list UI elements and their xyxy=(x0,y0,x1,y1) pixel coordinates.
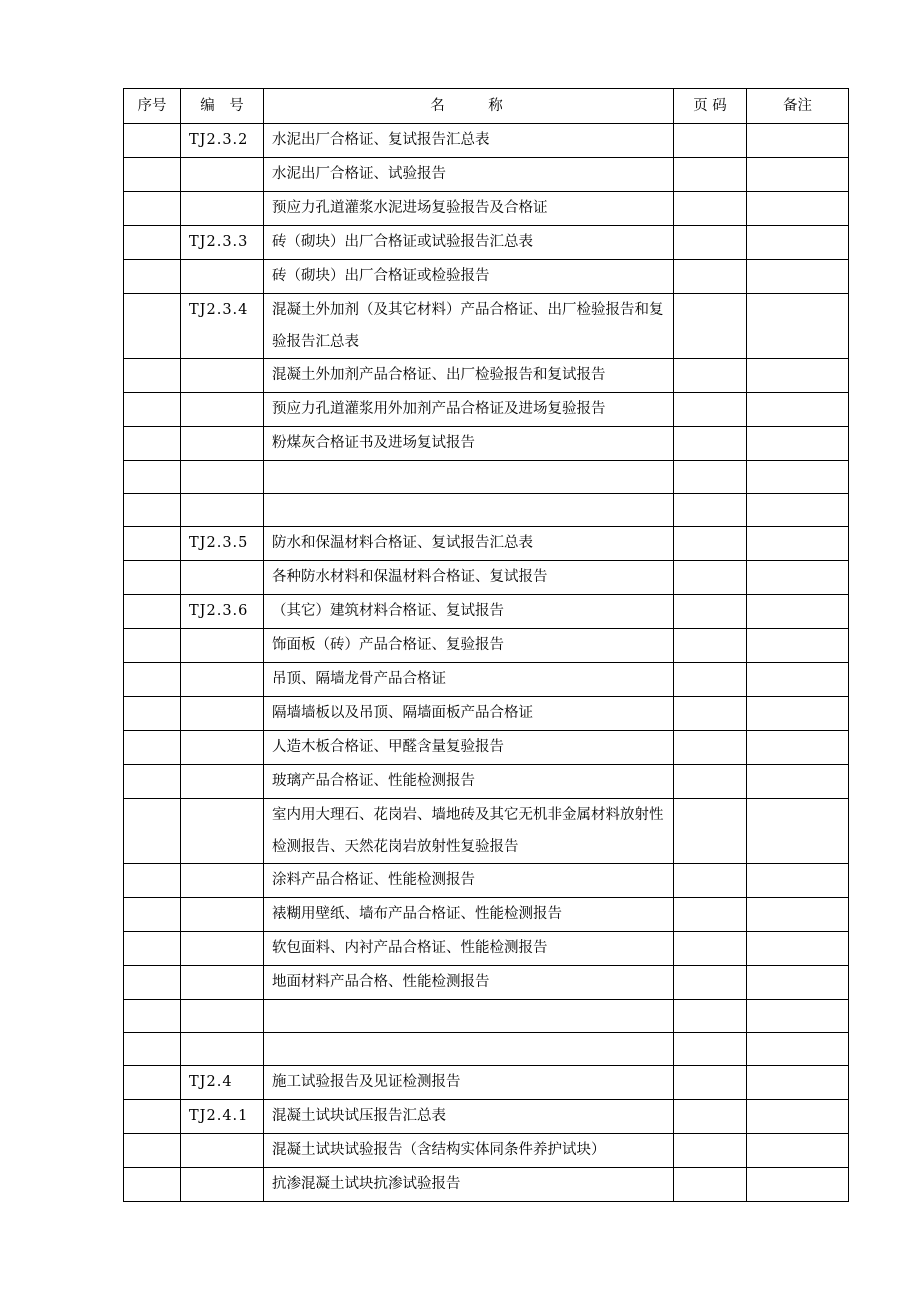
name-cell: 混凝土外加剂（及其它材料）产品合格证、出厂检验报告和复验报告汇总表 xyxy=(264,294,674,359)
seq-cell xyxy=(124,864,181,898)
seq-cell xyxy=(124,629,181,663)
code-cell xyxy=(181,731,264,765)
name-cell: 隔墙墙板以及吊顶、隔墙面板产品合格证 xyxy=(264,697,674,731)
code-cell xyxy=(181,260,264,294)
page-cell xyxy=(674,799,747,864)
code-cell: TJ2.3.2 xyxy=(181,124,264,158)
seq-cell xyxy=(124,494,181,527)
note-cell xyxy=(747,864,849,898)
name-cell xyxy=(264,1000,674,1033)
page-cell xyxy=(674,192,747,226)
name-cell: 人造木板合格证、甲醛含量复验报告 xyxy=(264,731,674,765)
name-cell: 预应力孔道灌浆用外加剂产品合格证及进场复验报告 xyxy=(264,393,674,427)
name-cell: 裱糊用壁纸、墙布产品合格证、性能检测报告 xyxy=(264,898,674,932)
header-note: 备注 xyxy=(747,89,849,124)
name-cell: 混凝土外加剂产品合格证、出厂检验报告和复试报告 xyxy=(264,359,674,393)
code-cell xyxy=(181,1134,264,1168)
header-seq: 序号 xyxy=(124,89,181,124)
table-row xyxy=(124,932,849,966)
name-cell: 饰面板（砖）产品合格证、复验报告 xyxy=(264,629,674,663)
table-row xyxy=(124,1100,849,1134)
code-cell xyxy=(181,898,264,932)
name-cell xyxy=(264,461,674,494)
seq-cell xyxy=(124,932,181,966)
table-row xyxy=(124,294,849,359)
name-cell: 粉煤灰合格证书及进场复试报告 xyxy=(264,427,674,461)
table-row xyxy=(124,765,849,799)
seq-cell xyxy=(124,1000,181,1033)
name-cell xyxy=(264,1033,674,1066)
code-cell xyxy=(181,932,264,966)
name-cell: 水泥出厂合格证、复试报告汇总表 xyxy=(264,124,674,158)
note-cell xyxy=(747,629,849,663)
note-cell xyxy=(747,158,849,192)
note-cell xyxy=(747,799,849,864)
code-cell xyxy=(181,192,264,226)
page-cell xyxy=(674,158,747,192)
table-row xyxy=(124,731,849,765)
table-row xyxy=(124,192,849,226)
code-cell: TJ2.4 xyxy=(181,1066,264,1100)
seq-cell xyxy=(124,192,181,226)
page-cell xyxy=(674,226,747,260)
seq-cell xyxy=(124,1100,181,1134)
name-cell: 吊顶、隔墙龙骨产品合格证 xyxy=(264,663,674,697)
seq-cell xyxy=(124,561,181,595)
name-cell: （其它）建筑材料合格证、复试报告 xyxy=(264,595,674,629)
page-cell xyxy=(674,697,747,731)
note-cell xyxy=(747,663,849,697)
seq-cell xyxy=(124,1066,181,1100)
table-row xyxy=(124,561,849,595)
code-cell xyxy=(181,393,264,427)
note-cell xyxy=(747,731,849,765)
note-cell xyxy=(747,1033,849,1066)
page-cell xyxy=(674,260,747,294)
seq-cell xyxy=(124,359,181,393)
seq-cell xyxy=(124,1134,181,1168)
code-cell xyxy=(181,427,264,461)
table-row xyxy=(124,898,849,932)
page-cell xyxy=(674,731,747,765)
code-cell xyxy=(181,629,264,663)
seq-cell xyxy=(124,260,181,294)
note-cell xyxy=(747,494,849,527)
page-cell xyxy=(674,1066,747,1100)
page-cell xyxy=(674,898,747,932)
page-cell xyxy=(674,595,747,629)
table-row xyxy=(124,1000,849,1033)
seq-cell xyxy=(124,595,181,629)
name-cell: 混凝土试块试压报告汇总表 xyxy=(264,1100,674,1134)
code-cell xyxy=(181,1033,264,1066)
code-cell xyxy=(181,494,264,527)
page-cell xyxy=(674,1033,747,1066)
note-cell xyxy=(747,561,849,595)
table-row xyxy=(124,124,849,158)
note-cell xyxy=(747,966,849,1000)
table-row xyxy=(124,1134,849,1168)
name-cell: 玻璃产品合格证、性能检测报告 xyxy=(264,765,674,799)
page-cell xyxy=(674,1168,747,1202)
name-cell xyxy=(264,494,674,527)
code-cell xyxy=(181,359,264,393)
code-cell xyxy=(181,461,264,494)
seq-cell xyxy=(124,898,181,932)
seq-cell xyxy=(124,427,181,461)
note-cell xyxy=(747,226,849,260)
name-cell: 软包面料、内衬产品合格证、性能检测报告 xyxy=(264,932,674,966)
page-cell xyxy=(674,765,747,799)
name-cell: 施工试验报告及见证检测报告 xyxy=(264,1066,674,1100)
note-cell xyxy=(747,1168,849,1202)
note-cell xyxy=(747,124,849,158)
page-cell xyxy=(674,561,747,595)
table-row xyxy=(124,966,849,1000)
page-cell xyxy=(674,1000,747,1033)
code-cell xyxy=(181,663,264,697)
seq-cell xyxy=(124,226,181,260)
table-row xyxy=(124,427,849,461)
seq-cell xyxy=(124,158,181,192)
code-cell xyxy=(181,1168,264,1202)
name-cell: 水泥出厂合格证、试验报告 xyxy=(264,158,674,192)
page-cell xyxy=(674,124,747,158)
page-cell xyxy=(674,629,747,663)
header-code: 编 号 xyxy=(181,89,264,124)
code-cell xyxy=(181,799,264,864)
note-cell xyxy=(747,461,849,494)
page-cell xyxy=(674,527,747,561)
table-row xyxy=(124,864,849,898)
seq-cell xyxy=(124,731,181,765)
code-cell: TJ2.3.3 xyxy=(181,226,264,260)
table-row xyxy=(124,629,849,663)
seq-cell xyxy=(124,1168,181,1202)
name-cell: 砖（砌块）出厂合格证或检验报告 xyxy=(264,260,674,294)
table-row xyxy=(124,1066,849,1100)
table-row xyxy=(124,260,849,294)
seq-cell xyxy=(124,124,181,158)
table-row xyxy=(124,226,849,260)
table-row xyxy=(124,1168,849,1202)
page-cell xyxy=(674,294,747,359)
note-cell xyxy=(747,260,849,294)
page-cell xyxy=(674,461,747,494)
name-cell: 混凝土试块试验报告（含结构实体同条件养护试块） xyxy=(264,1134,674,1168)
table-row xyxy=(124,494,849,527)
code-cell xyxy=(181,697,264,731)
note-cell xyxy=(747,393,849,427)
page-cell xyxy=(674,663,747,697)
table-row xyxy=(124,158,849,192)
seq-cell xyxy=(124,663,181,697)
name-cell: 涂料产品合格证、性能检测报告 xyxy=(264,864,674,898)
seq-cell xyxy=(124,697,181,731)
table-row xyxy=(124,663,849,697)
code-cell: TJ2.3.5 xyxy=(181,527,264,561)
note-cell xyxy=(747,765,849,799)
note-cell xyxy=(747,1066,849,1100)
note-cell xyxy=(747,1000,849,1033)
page-cell xyxy=(674,1100,747,1134)
note-cell xyxy=(747,697,849,731)
page-cell xyxy=(674,864,747,898)
seq-cell xyxy=(124,527,181,561)
note-cell xyxy=(747,527,849,561)
seq-cell xyxy=(124,799,181,864)
table-header-row xyxy=(124,89,849,124)
table-row xyxy=(124,461,849,494)
note-cell xyxy=(747,192,849,226)
page-cell xyxy=(674,359,747,393)
seq-cell xyxy=(124,966,181,1000)
page-cell xyxy=(674,393,747,427)
table-row xyxy=(124,1033,849,1066)
table-row xyxy=(124,393,849,427)
code-cell xyxy=(181,158,264,192)
note-cell xyxy=(747,898,849,932)
seq-cell xyxy=(124,294,181,359)
code-cell: TJ2.3.4 xyxy=(181,294,264,359)
page-cell xyxy=(674,494,747,527)
seq-cell xyxy=(124,765,181,799)
note-cell xyxy=(747,595,849,629)
page-cell xyxy=(674,427,747,461)
code-cell xyxy=(181,765,264,799)
page-cell xyxy=(674,932,747,966)
seq-cell xyxy=(124,1033,181,1066)
code-cell xyxy=(181,1000,264,1033)
code-cell xyxy=(181,864,264,898)
table-row xyxy=(124,359,849,393)
name-cell: 防水和保温材料合格证、复试报告汇总表 xyxy=(264,527,674,561)
material-certificate-index-table xyxy=(123,88,849,1202)
header-name: 名 称 xyxy=(264,89,674,124)
seq-cell xyxy=(124,461,181,494)
table-row xyxy=(124,697,849,731)
code-cell xyxy=(181,561,264,595)
name-cell: 地面材料产品合格、性能检测报告 xyxy=(264,966,674,1000)
table-row xyxy=(124,799,849,864)
note-cell xyxy=(747,359,849,393)
table-row xyxy=(124,595,849,629)
note-cell xyxy=(747,427,849,461)
code-cell xyxy=(181,966,264,1000)
code-cell: TJ2.4.1 xyxy=(181,1100,264,1134)
name-cell: 室内用大理石、花岗岩、墙地砖及其它无机非金属材料放射性检测报告、天然花岗岩放射性复验报告 xyxy=(264,799,674,864)
name-cell: 各种防水材料和保温材料合格证、复试报告 xyxy=(264,561,674,595)
name-cell: 预应力孔道灌浆水泥进场复验报告及合格证 xyxy=(264,192,674,226)
table-row xyxy=(124,527,849,561)
note-cell xyxy=(747,294,849,359)
note-cell xyxy=(747,932,849,966)
name-cell: 抗渗混凝土试块抗渗试验报告 xyxy=(264,1168,674,1202)
seq-cell xyxy=(124,393,181,427)
code-cell: TJ2.3.6 xyxy=(181,595,264,629)
page-cell xyxy=(674,966,747,1000)
note-cell xyxy=(747,1100,849,1134)
name-cell: 砖（砌块）出厂合格证或试验报告汇总表 xyxy=(264,226,674,260)
page-cell xyxy=(674,1134,747,1168)
note-cell xyxy=(747,1134,849,1168)
header-page: 页 码 xyxy=(674,89,747,124)
